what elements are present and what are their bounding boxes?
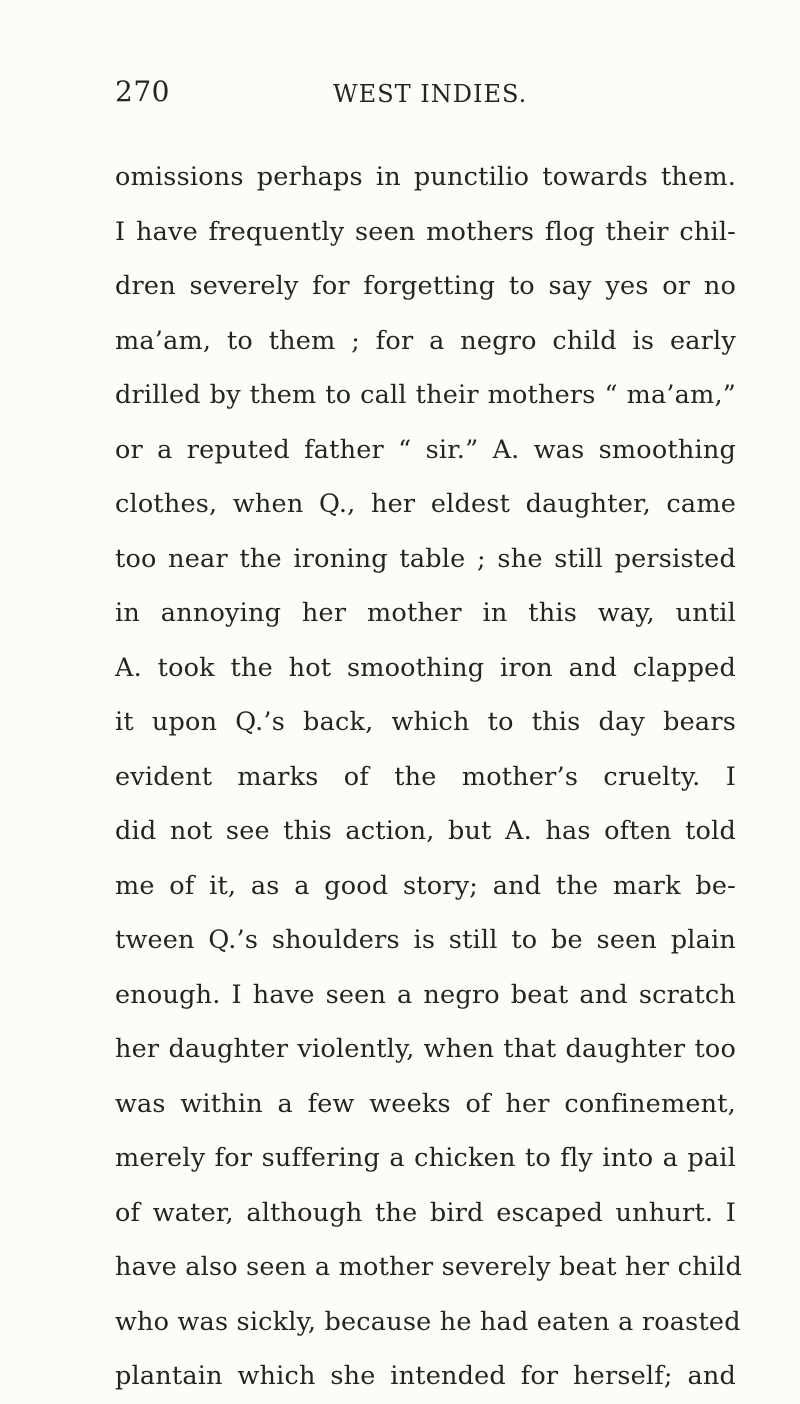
text-line: of water, although the bird escaped unhurt. I [115, 1197, 736, 1228]
text-line: did not see this action, but A. has often told [115, 816, 736, 846]
text-line: plantain which she intended for herself; and [115, 1361, 736, 1391]
text-line: it upon Q.’s back, which to this day bears [115, 707, 736, 737]
text-line: me of it, as a good story; and the mark be- [115, 870, 736, 901]
text-line: her daughter violently, when that daughter too [115, 1034, 736, 1064]
text-line: enough. I have seen a negro beat and scratch [115, 979, 736, 1010]
text-line: evident marks of the mother’s cruelty. I [115, 761, 736, 792]
text-line: or a reputed father “ sir.” A. was smoothing [115, 434, 736, 465]
text-line: was within a few weeks of her confinement, [115, 1088, 736, 1119]
text-line: who was sickly, because he had eaten a roasted [115, 1306, 741, 1337]
text-line: dren severely for forgetting to say yes or no [115, 271, 736, 301]
text-line: I have frequently seen mothers flog their chil- [115, 216, 736, 247]
text-line: in annoying her mother in this way, until [115, 598, 736, 628]
running-title: WEST INDIES. [333, 80, 528, 108]
text-line: omissions perhaps in punctilio towards them. [115, 162, 736, 192]
text-line: too near the ironing table ; she still persisted [115, 543, 736, 574]
text-line: have also seen a mother severely beat her child [115, 1252, 742, 1282]
text-line: A. took the hot smoothing iron and clapped [115, 652, 736, 683]
page-number: 270 [115, 75, 170, 108]
text-line: drilled by them to call their mothers “ ma’am,” [115, 380, 736, 410]
text-line: tween Q.’s shoulders is still to be seen plain [115, 925, 736, 955]
text-line: merely for suffering a chicken to fly into a pail [115, 1143, 736, 1173]
body-text [115, 150, 742, 1404]
page-header [115, 72, 715, 112]
text-line: clothes, when Q., her eldest daughter, came [115, 489, 736, 519]
text-line: ma’am, to them ; for a negro child is early [115, 325, 736, 356]
